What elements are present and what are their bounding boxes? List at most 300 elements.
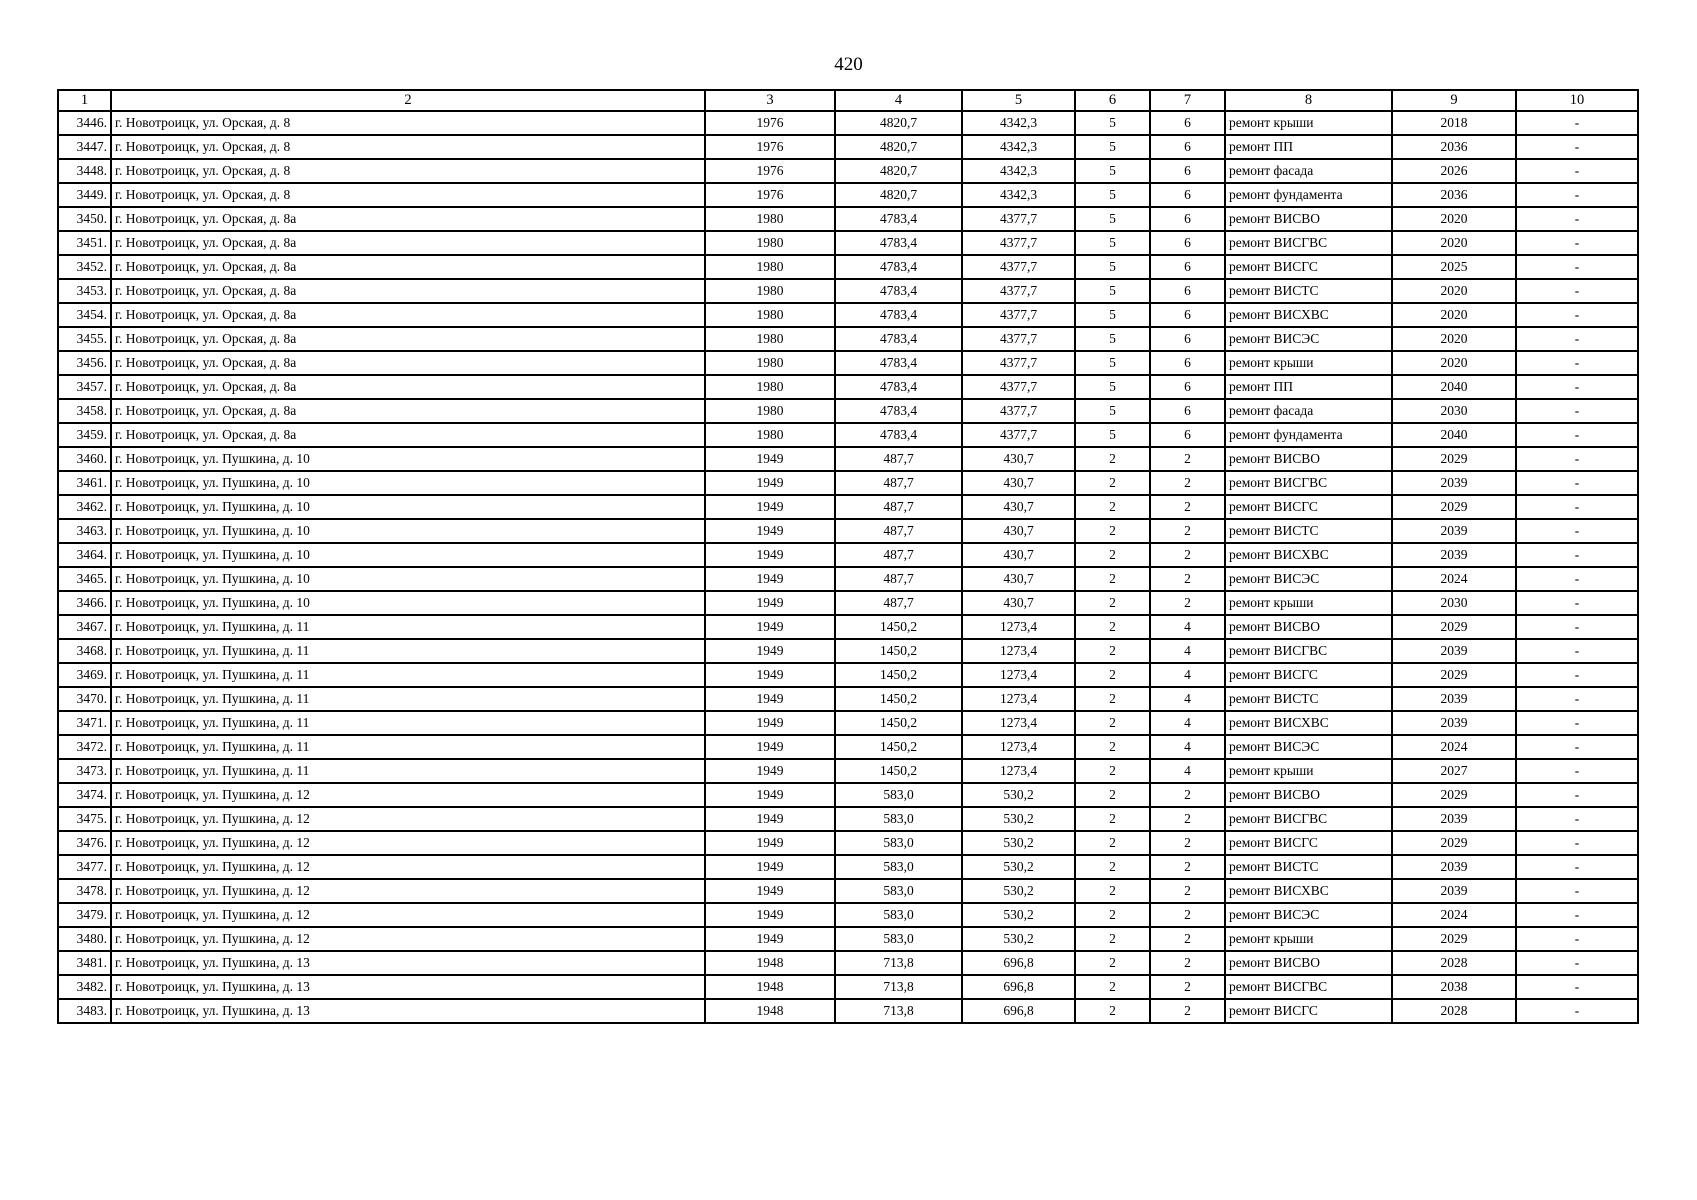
work-type-cell: ремонт ВИСХВС (1225, 879, 1392, 903)
work-type-cell: ремонт ВИСТС (1225, 855, 1392, 879)
row-number-cell: 3466. (58, 591, 111, 615)
table-row (58, 687, 1638, 711)
row-number-cell: 3483. (58, 999, 111, 1023)
row-number-cell: 3456. (58, 351, 111, 375)
table-row (58, 951, 1638, 975)
work-type-cell: ремонт ВИСЭС (1225, 735, 1392, 759)
living-area-cell: 696,8 (962, 999, 1075, 1023)
note-cell: - (1516, 831, 1638, 855)
year-built-cell: 1980 (705, 255, 835, 279)
living-area-cell: 4342,3 (962, 183, 1075, 207)
living-area-cell: 4342,3 (962, 159, 1075, 183)
total-area-cell: 583,0 (835, 927, 962, 951)
row-number-cell: 3447. (58, 135, 111, 159)
address-cell: г. Новотроицк, ул. Пушкина, д. 11 (111, 663, 705, 687)
work-type-cell: ремонт ВИСГВС (1225, 975, 1392, 999)
work-type-cell: ремонт ВИСВО (1225, 615, 1392, 639)
work-type-cell: ремонт ВИСГС (1225, 495, 1392, 519)
note-cell: - (1516, 567, 1638, 591)
address-cell: г. Новотроицк, ул. Пушкина, д. 12 (111, 783, 705, 807)
table-row (58, 999, 1638, 1023)
year-built-cell: 1949 (705, 615, 835, 639)
total-area-cell: 4820,7 (835, 183, 962, 207)
row-number-cell: 3474. (58, 783, 111, 807)
floors-cell: 5 (1075, 159, 1150, 183)
work-type-cell: ремонт ВИСГВС (1225, 231, 1392, 255)
floors-cell: 2 (1075, 951, 1150, 975)
note-cell: - (1516, 159, 1638, 183)
table-row (58, 759, 1638, 783)
note-cell: - (1516, 471, 1638, 495)
note-cell: - (1516, 663, 1638, 687)
floors-cell: 2 (1075, 543, 1150, 567)
address-cell: г. Новотроицк, ул. Пушкина, д. 10 (111, 519, 705, 543)
table-row (58, 879, 1638, 903)
total-area-cell: 487,7 (835, 519, 962, 543)
floors-cell: 2 (1075, 783, 1150, 807)
planned-year-cell: 2036 (1392, 135, 1516, 159)
total-area-cell: 4783,4 (835, 399, 962, 423)
address-cell: г. Новотроицк, ул. Пушкина, д. 13 (111, 999, 705, 1023)
total-area-cell: 487,7 (835, 591, 962, 615)
table-row (58, 375, 1638, 399)
entrances-cell: 6 (1150, 375, 1225, 399)
work-type-cell: ремонт крыши (1225, 927, 1392, 951)
year-built-cell: 1949 (705, 903, 835, 927)
address-cell: г. Новотроицк, ул. Пушкина, д. 13 (111, 975, 705, 999)
planned-year-cell: 2024 (1392, 567, 1516, 591)
total-area-cell: 583,0 (835, 783, 962, 807)
planned-year-cell: 2025 (1392, 255, 1516, 279)
planned-year-cell: 2036 (1392, 183, 1516, 207)
living-area-cell: 4377,7 (962, 303, 1075, 327)
address-cell: г. Новотроицк, ул. Орская, д. 8а (111, 423, 705, 447)
row-number-cell: 3478. (58, 879, 111, 903)
total-area-cell: 487,7 (835, 471, 962, 495)
year-built-cell: 1949 (705, 879, 835, 903)
row-number-cell: 3455. (58, 327, 111, 351)
floors-cell: 2 (1075, 735, 1150, 759)
table-row (58, 207, 1638, 231)
row-number-cell: 3472. (58, 735, 111, 759)
floors-cell: 2 (1075, 519, 1150, 543)
living-area-cell: 1273,4 (962, 687, 1075, 711)
floors-cell: 5 (1075, 111, 1150, 135)
address-cell: г. Новотроицк, ул. Пушкина, д. 10 (111, 447, 705, 471)
living-area-cell: 1273,4 (962, 663, 1075, 687)
address-cell: г. Новотроицк, ул. Орская, д. 8а (111, 303, 705, 327)
work-type-cell: ремонт ВИСГВС (1225, 471, 1392, 495)
work-type-cell: ремонт ВИСВО (1225, 951, 1392, 975)
note-cell: - (1516, 423, 1638, 447)
table-row (58, 495, 1638, 519)
address-cell: г. Новотроицк, ул. Орская, д. 8 (111, 183, 705, 207)
page-number: 420 (834, 54, 863, 75)
note-cell: - (1516, 903, 1638, 927)
year-built-cell: 1980 (705, 327, 835, 351)
total-area-cell: 4783,4 (835, 255, 962, 279)
entrances-cell: 4 (1150, 735, 1225, 759)
note-cell: - (1516, 111, 1638, 135)
entrances-cell: 2 (1150, 951, 1225, 975)
floors-cell: 2 (1075, 687, 1150, 711)
year-built-cell: 1949 (705, 495, 835, 519)
year-built-cell: 1980 (705, 351, 835, 375)
total-area-cell: 1450,2 (835, 735, 962, 759)
year-built-cell: 1949 (705, 639, 835, 663)
address-cell: г. Новотроицк, ул. Орская, д. 8а (111, 255, 705, 279)
planned-year-cell: 2020 (1392, 207, 1516, 231)
entrances-cell: 6 (1150, 351, 1225, 375)
table-row (58, 735, 1638, 759)
planned-year-cell: 2020 (1392, 351, 1516, 375)
year-built-cell: 1948 (705, 999, 835, 1023)
note-cell: - (1516, 975, 1638, 999)
row-number-cell: 3452. (58, 255, 111, 279)
note-cell: - (1516, 519, 1638, 543)
floors-cell: 2 (1075, 711, 1150, 735)
planned-year-cell: 2039 (1392, 543, 1516, 567)
total-area-cell: 583,0 (835, 807, 962, 831)
floors-cell: 2 (1075, 471, 1150, 495)
table-row (58, 903, 1638, 927)
living-area-cell: 430,7 (962, 447, 1075, 471)
planned-year-cell: 2024 (1392, 903, 1516, 927)
entrances-cell: 2 (1150, 903, 1225, 927)
work-type-cell: ремонт ПП (1225, 375, 1392, 399)
floors-cell: 5 (1075, 183, 1150, 207)
floors-cell: 5 (1075, 231, 1150, 255)
note-cell: - (1516, 207, 1638, 231)
entrances-cell: 4 (1150, 711, 1225, 735)
year-built-cell: 1949 (705, 663, 835, 687)
column-header: 1 (58, 90, 111, 111)
planned-year-cell: 2029 (1392, 447, 1516, 471)
work-type-cell: ремонт ВИСХВС (1225, 543, 1392, 567)
column-header: 3 (705, 90, 835, 111)
floors-cell: 5 (1075, 303, 1150, 327)
year-built-cell: 1949 (705, 687, 835, 711)
entrances-cell: 6 (1150, 423, 1225, 447)
note-cell: - (1516, 495, 1638, 519)
row-number-cell: 3448. (58, 159, 111, 183)
work-type-cell: ремонт ВИСГС (1225, 831, 1392, 855)
entrances-cell: 2 (1150, 975, 1225, 999)
table-row (58, 135, 1638, 159)
living-area-cell: 430,7 (962, 471, 1075, 495)
address-cell: г. Новотроицк, ул. Пушкина, д. 11 (111, 615, 705, 639)
table-row (58, 519, 1638, 543)
address-cell: г. Новотроицк, ул. Орская, д. 8а (111, 375, 705, 399)
address-cell: г. Новотроицк, ул. Пушкина, д. 11 (111, 735, 705, 759)
total-area-cell: 4820,7 (835, 135, 962, 159)
table-row (58, 591, 1638, 615)
entrances-cell: 2 (1150, 591, 1225, 615)
total-area-cell: 1450,2 (835, 639, 962, 663)
living-area-cell: 696,8 (962, 951, 1075, 975)
living-area-cell: 430,7 (962, 519, 1075, 543)
note-cell: - (1516, 759, 1638, 783)
planned-year-cell: 2020 (1392, 231, 1516, 255)
address-cell: г. Новотроицк, ул. Орская, д. 8а (111, 399, 705, 423)
planned-year-cell: 2040 (1392, 375, 1516, 399)
entrances-cell: 6 (1150, 111, 1225, 135)
row-number-cell: 3468. (58, 639, 111, 663)
living-area-cell: 530,2 (962, 831, 1075, 855)
note-cell: - (1516, 735, 1638, 759)
row-number-cell: 3457. (58, 375, 111, 399)
address-cell: г. Новотроицк, ул. Орская, д. 8а (111, 207, 705, 231)
total-area-cell: 487,7 (835, 567, 962, 591)
planned-year-cell: 2038 (1392, 975, 1516, 999)
note-cell: - (1516, 303, 1638, 327)
living-area-cell: 4342,3 (962, 135, 1075, 159)
total-area-cell: 4783,4 (835, 423, 962, 447)
work-type-cell: ремонт крыши (1225, 759, 1392, 783)
entrances-cell: 4 (1150, 639, 1225, 663)
living-area-cell: 4377,7 (962, 351, 1075, 375)
year-built-cell: 1980 (705, 423, 835, 447)
year-built-cell: 1949 (705, 471, 835, 495)
living-area-cell: 1273,4 (962, 759, 1075, 783)
floors-cell: 5 (1075, 327, 1150, 351)
note-cell: - (1516, 375, 1638, 399)
table-row (58, 639, 1638, 663)
entrances-cell: 2 (1150, 567, 1225, 591)
work-type-cell: ремонт ВИСТС (1225, 279, 1392, 303)
floors-cell: 5 (1075, 255, 1150, 279)
floors-cell: 2 (1075, 759, 1150, 783)
year-built-cell: 1980 (705, 231, 835, 255)
note-cell: - (1516, 615, 1638, 639)
address-cell: г. Новотроицк, ул. Пушкина, д. 12 (111, 927, 705, 951)
entrances-cell: 2 (1150, 927, 1225, 951)
planned-year-cell: 2040 (1392, 423, 1516, 447)
year-built-cell: 1949 (705, 759, 835, 783)
note-cell: - (1516, 687, 1638, 711)
column-header: 8 (1225, 90, 1392, 111)
floors-cell: 2 (1075, 639, 1150, 663)
row-number-cell: 3463. (58, 519, 111, 543)
total-area-cell: 4783,4 (835, 327, 962, 351)
floors-cell: 5 (1075, 399, 1150, 423)
year-built-cell: 1949 (705, 519, 835, 543)
planned-year-cell: 2039 (1392, 711, 1516, 735)
year-built-cell: 1949 (705, 927, 835, 951)
planned-year-cell: 2030 (1392, 399, 1516, 423)
planned-year-cell: 2020 (1392, 303, 1516, 327)
total-area-cell: 4783,4 (835, 351, 962, 375)
planned-year-cell: 2029 (1392, 663, 1516, 687)
work-type-cell: ремонт ВИСЭС (1225, 903, 1392, 927)
note-cell: - (1516, 951, 1638, 975)
floors-cell: 2 (1075, 663, 1150, 687)
table-row (58, 423, 1638, 447)
living-area-cell: 4377,7 (962, 375, 1075, 399)
work-type-cell: ремонт ВИСТС (1225, 519, 1392, 543)
year-built-cell: 1949 (705, 855, 835, 879)
floors-cell: 2 (1075, 447, 1150, 471)
year-built-cell: 1949 (705, 591, 835, 615)
entrances-cell: 6 (1150, 327, 1225, 351)
work-type-cell: ремонт ВИСТС (1225, 687, 1392, 711)
entrances-cell: 6 (1150, 207, 1225, 231)
total-area-cell: 4820,7 (835, 111, 962, 135)
living-area-cell: 530,2 (962, 879, 1075, 903)
entrances-cell: 6 (1150, 255, 1225, 279)
row-number-cell: 3471. (58, 711, 111, 735)
row-number-cell: 3450. (58, 207, 111, 231)
address-cell: г. Новотроицк, ул. Орская, д. 8 (111, 111, 705, 135)
planned-year-cell: 2039 (1392, 807, 1516, 831)
planned-year-cell: 2029 (1392, 615, 1516, 639)
floors-cell: 2 (1075, 567, 1150, 591)
year-built-cell: 1949 (705, 831, 835, 855)
floors-cell: 2 (1075, 591, 1150, 615)
total-area-cell: 583,0 (835, 831, 962, 855)
note-cell: - (1516, 279, 1638, 303)
entrances-cell: 2 (1150, 999, 1225, 1023)
note-cell: - (1516, 807, 1638, 831)
total-area-cell: 1450,2 (835, 759, 962, 783)
note-cell: - (1516, 591, 1638, 615)
row-number-cell: 3464. (58, 543, 111, 567)
entrances-cell: 6 (1150, 159, 1225, 183)
total-area-cell: 583,0 (835, 855, 962, 879)
living-area-cell: 530,2 (962, 807, 1075, 831)
table-body (58, 111, 1638, 1023)
row-number-cell: 3481. (58, 951, 111, 975)
living-area-cell: 430,7 (962, 567, 1075, 591)
table-row (58, 831, 1638, 855)
entrances-cell: 6 (1150, 303, 1225, 327)
note-cell: - (1516, 639, 1638, 663)
living-area-cell: 1273,4 (962, 615, 1075, 639)
table-row (58, 111, 1638, 135)
table-row (58, 543, 1638, 567)
living-area-cell: 430,7 (962, 543, 1075, 567)
note-cell: - (1516, 231, 1638, 255)
note-cell: - (1516, 183, 1638, 207)
column-header: 7 (1150, 90, 1225, 111)
work-type-cell: ремонт крыши (1225, 111, 1392, 135)
living-area-cell: 4377,7 (962, 423, 1075, 447)
living-area-cell: 430,7 (962, 495, 1075, 519)
row-number-cell: 3477. (58, 855, 111, 879)
floors-cell: 2 (1075, 999, 1150, 1023)
table-row (58, 471, 1638, 495)
planned-year-cell: 2039 (1392, 687, 1516, 711)
row-number-cell: 3460. (58, 447, 111, 471)
living-area-cell: 530,2 (962, 783, 1075, 807)
table-row (58, 975, 1638, 999)
table-row (58, 447, 1638, 471)
address-cell: г. Новотроицк, ул. Пушкина, д. 10 (111, 567, 705, 591)
year-built-cell: 1949 (705, 735, 835, 759)
planned-year-cell: 2026 (1392, 159, 1516, 183)
work-type-cell: ремонт крыши (1225, 351, 1392, 375)
table-row (58, 567, 1638, 591)
address-cell: г. Новотроицк, ул. Пушкина, д. 12 (111, 903, 705, 927)
table-row (58, 855, 1638, 879)
row-number-cell: 3476. (58, 831, 111, 855)
floors-cell: 5 (1075, 135, 1150, 159)
planned-year-cell: 2039 (1392, 855, 1516, 879)
address-cell: г. Новотроицк, ул. Пушкина, д. 10 (111, 471, 705, 495)
total-area-cell: 713,8 (835, 951, 962, 975)
year-built-cell: 1976 (705, 159, 835, 183)
planned-year-cell: 2018 (1392, 111, 1516, 135)
total-area-cell: 583,0 (835, 879, 962, 903)
table-row (58, 159, 1638, 183)
entrances-cell: 6 (1150, 183, 1225, 207)
address-cell: г. Новотроицк, ул. Пушкина, д. 11 (111, 711, 705, 735)
column-header: 5 (962, 90, 1075, 111)
year-built-cell: 1949 (705, 807, 835, 831)
planned-year-cell: 2027 (1392, 759, 1516, 783)
floors-cell: 2 (1075, 975, 1150, 999)
address-cell: г. Новотроицк, ул. Орская, д. 8 (111, 135, 705, 159)
work-type-cell: ремонт ВИСГС (1225, 663, 1392, 687)
address-cell: г. Новотроицк, ул. Орская, д. 8а (111, 231, 705, 255)
row-number-cell: 3451. (58, 231, 111, 255)
total-area-cell: 4820,7 (835, 159, 962, 183)
work-type-cell: ремонт фундамента (1225, 183, 1392, 207)
year-built-cell: 1949 (705, 783, 835, 807)
row-number-cell: 3469. (58, 663, 111, 687)
row-number-cell: 3479. (58, 903, 111, 927)
note-cell: - (1516, 927, 1638, 951)
floors-cell: 5 (1075, 375, 1150, 399)
living-area-cell: 1273,4 (962, 735, 1075, 759)
repair-schedule-table (57, 89, 1639, 1024)
row-number-cell: 3446. (58, 111, 111, 135)
work-type-cell: ремонт ВИСЭС (1225, 567, 1392, 591)
year-built-cell: 1949 (705, 711, 835, 735)
note-cell: - (1516, 879, 1638, 903)
table-row (58, 927, 1638, 951)
row-number-cell: 3453. (58, 279, 111, 303)
entrances-cell: 2 (1150, 519, 1225, 543)
year-built-cell: 1980 (705, 399, 835, 423)
work-type-cell: ремонт ВИСВО (1225, 783, 1392, 807)
row-number-cell: 3454. (58, 303, 111, 327)
address-cell: г. Новотроицк, ул. Пушкина, д. 12 (111, 831, 705, 855)
year-built-cell: 1976 (705, 183, 835, 207)
note-cell: - (1516, 255, 1638, 279)
note-cell: - (1516, 999, 1638, 1023)
floors-cell: 2 (1075, 879, 1150, 903)
planned-year-cell: 2020 (1392, 279, 1516, 303)
work-type-cell: ремонт ПП (1225, 135, 1392, 159)
work-type-cell: ремонт ВИСХВС (1225, 711, 1392, 735)
table-row (58, 783, 1638, 807)
planned-year-cell: 2029 (1392, 831, 1516, 855)
note-cell: - (1516, 327, 1638, 351)
row-number-cell: 3461. (58, 471, 111, 495)
living-area-cell: 4377,7 (962, 207, 1075, 231)
floors-cell: 5 (1075, 423, 1150, 447)
floors-cell: 2 (1075, 615, 1150, 639)
entrances-cell: 2 (1150, 783, 1225, 807)
row-number-cell: 3482. (58, 975, 111, 999)
year-built-cell: 1949 (705, 567, 835, 591)
total-area-cell: 487,7 (835, 447, 962, 471)
total-area-cell: 1450,2 (835, 615, 962, 639)
address-cell: г. Новотроицк, ул. Пушкина, д. 13 (111, 951, 705, 975)
year-built-cell: 1949 (705, 447, 835, 471)
work-type-cell: ремонт ВИСГВС (1225, 807, 1392, 831)
